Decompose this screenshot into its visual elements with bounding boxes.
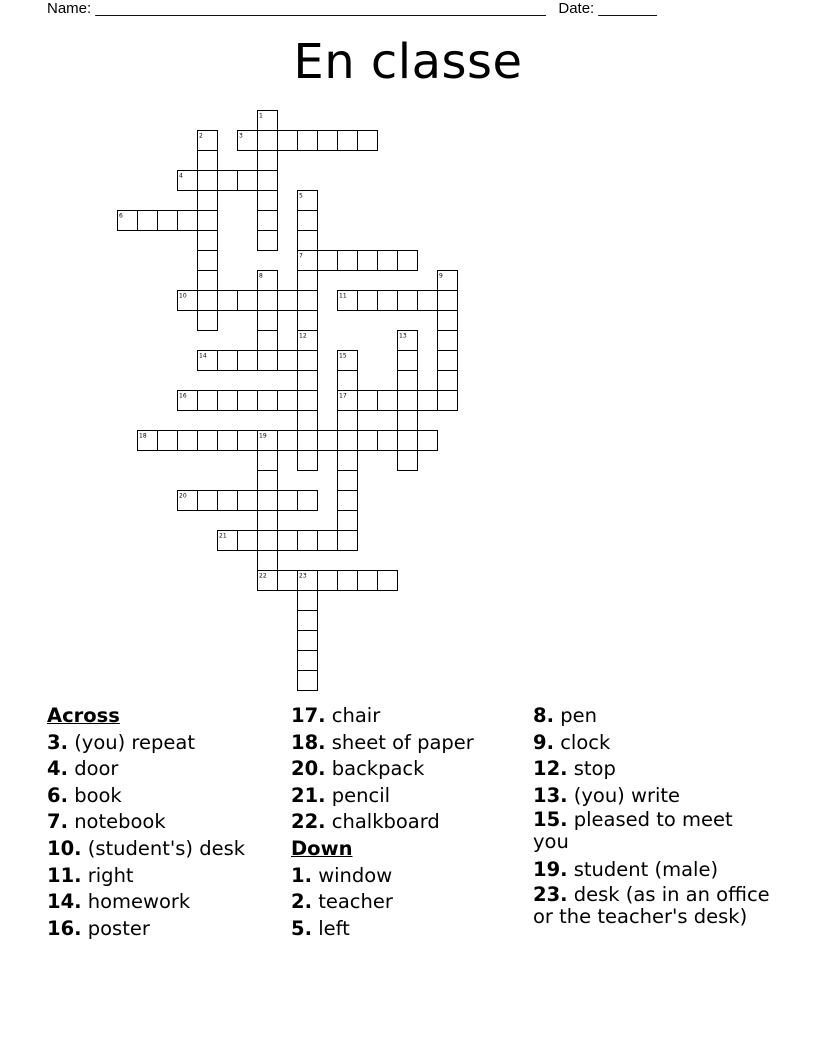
clue-number-8: 8 <box>259 272 263 280</box>
grid-cell[interactable] <box>298 671 318 691</box>
grid-cell[interactable] <box>218 351 238 371</box>
date-blank[interactable]: _______ <box>598 0 657 17</box>
grid-cell[interactable] <box>398 351 418 371</box>
grid-cell[interactable] <box>298 531 318 551</box>
grid-cell[interactable] <box>358 251 378 271</box>
grid-cell[interactable] <box>238 431 258 451</box>
grid-cell[interactable] <box>338 251 358 271</box>
grid-cell[interactable] <box>298 431 318 451</box>
clue-number-18: 18 <box>139 432 147 440</box>
grid-cell[interactable] <box>398 251 418 271</box>
grid-cell[interactable] <box>158 211 178 231</box>
clue-down-1: 1. window <box>291 863 393 887</box>
grid-cell[interactable] <box>258 531 278 551</box>
grid-cell[interactable] <box>138 211 158 231</box>
grid-cell[interactable] <box>198 271 218 291</box>
grid-cell[interactable] <box>278 571 298 591</box>
clue-across-3: 3. (you) repeat <box>47 730 195 754</box>
grid-cell[interactable] <box>258 551 278 571</box>
clue-number-7: 7 <box>299 252 303 260</box>
grid-cell[interactable] <box>258 451 278 471</box>
clue-number-22: 22 <box>259 572 267 580</box>
clue-column-2 <box>291 703 531 942</box>
clue-number-3: 3 <box>239 132 243 140</box>
grid-cell[interactable] <box>338 371 358 391</box>
clue-down-8: 8. pen <box>533 704 597 727</box>
grid-cell[interactable] <box>278 291 298 311</box>
grid-cell[interactable] <box>318 131 338 151</box>
grid-cell[interactable] <box>238 351 258 371</box>
grid-cell[interactable] <box>298 411 318 431</box>
clue-number-21: 21 <box>219 532 227 540</box>
grid-cell[interactable] <box>378 571 398 591</box>
clue-number-23: 23 <box>299 572 307 580</box>
grid-cell[interactable] <box>398 371 418 391</box>
clue-across-20: 20. backpack <box>291 757 425 781</box>
grid-cell[interactable] <box>338 131 358 151</box>
grid-cell[interactable] <box>358 431 378 451</box>
grid-cell[interactable] <box>438 371 458 391</box>
grid-cell[interactable] <box>298 351 318 371</box>
grid-cell[interactable] <box>278 531 298 551</box>
clue-across-16: 16. poster <box>47 916 150 940</box>
grid-cell[interactable] <box>218 391 238 411</box>
grid-cell[interactable] <box>398 431 418 451</box>
grid-cell[interactable] <box>198 311 218 331</box>
grid-cell[interactable] <box>438 351 458 371</box>
clue-down-5: 5. left <box>291 916 350 940</box>
grid-cell[interactable] <box>438 311 458 331</box>
clue-number-2: 2 <box>199 132 203 140</box>
grid-cell[interactable] <box>378 251 398 271</box>
clue-number-17: 17 <box>339 392 347 400</box>
grid-cell[interactable] <box>338 531 358 551</box>
clue-across-21: 21. pencil <box>291 783 391 807</box>
clue-down-13: 13. (you) write <box>533 783 681 807</box>
grid-cell[interactable] <box>298 231 318 251</box>
grid-cell[interactable] <box>198 391 218 411</box>
grid-cell[interactable] <box>258 331 278 351</box>
grid-cell[interactable] <box>298 591 318 611</box>
clue-down-23: 23. desk (as in an office or the teacher's desk) <box>533 882 770 928</box>
grid-cell[interactable] <box>238 171 258 191</box>
grid-cell[interactable] <box>198 211 218 231</box>
grid-cell[interactable] <box>318 251 338 271</box>
grid-cell[interactable] <box>298 651 318 671</box>
grid-cell[interactable] <box>418 391 438 411</box>
grid-cell[interactable] <box>338 471 358 491</box>
down-heading: Down <box>291 836 353 860</box>
clue-number-19: 19 <box>259 432 267 440</box>
grid-cell[interactable] <box>358 131 378 151</box>
grid-cell[interactable] <box>278 391 298 411</box>
clue-down-15: 15. pleased to meet you <box>533 808 733 854</box>
grid-cell[interactable] <box>298 131 318 151</box>
grid-cell[interactable] <box>298 371 318 391</box>
grid-cell[interactable] <box>198 191 218 211</box>
grid-cell[interactable] <box>258 211 278 231</box>
grid-cell[interactable] <box>198 291 218 311</box>
clue-across-22: 22. chalkboard <box>291 810 440 834</box>
grid-cell[interactable] <box>218 431 238 451</box>
grid-cell[interactable] <box>438 291 458 311</box>
grid-cell[interactable] <box>338 511 358 531</box>
grid-cell[interactable] <box>298 631 318 651</box>
name-label: Name: <box>47 0 92 17</box>
clue-across-18: 18. sheet of paper <box>291 730 474 754</box>
grid-cell[interactable] <box>218 291 238 311</box>
clue-across-14: 14. homework <box>47 890 191 914</box>
clue-number-11: 11 <box>339 292 347 300</box>
clue-number-10: 10 <box>179 292 187 300</box>
clue-number-1: 1 <box>259 112 263 120</box>
grid-cell[interactable] <box>198 251 218 271</box>
clue-number-14: 14 <box>199 352 207 360</box>
grid-cell[interactable] <box>398 391 418 411</box>
grid-cell[interactable] <box>258 491 278 511</box>
grid-cell[interactable] <box>258 151 278 171</box>
clue-number-16: 16 <box>179 392 187 400</box>
grid-cell[interactable] <box>338 571 358 591</box>
grid-cell[interactable] <box>238 391 258 411</box>
grid-cell[interactable] <box>358 391 378 411</box>
grid-cell[interactable] <box>338 431 358 451</box>
grid-cell[interactable] <box>238 531 258 551</box>
grid-cell[interactable] <box>258 391 278 411</box>
clue-down-19: 19. student (male) <box>533 858 719 882</box>
grid-cell[interactable] <box>218 171 238 191</box>
grid-cell[interactable] <box>158 431 178 451</box>
grid-cell[interactable] <box>258 311 278 331</box>
clue-number-15: 15 <box>339 352 347 360</box>
grid-cell[interactable] <box>418 291 438 311</box>
grid-cell[interactable] <box>198 151 218 171</box>
grid-cell[interactable] <box>298 451 318 471</box>
grid-cell[interactable] <box>338 491 358 511</box>
clue-column-3 <box>533 703 773 932</box>
grid-cell[interactable] <box>198 491 218 511</box>
clue-number-6: 6 <box>119 212 123 220</box>
clue-number-4: 4 <box>179 172 183 180</box>
grid-cell[interactable] <box>278 131 298 151</box>
page-title: En classe <box>293 34 523 90</box>
grid-cell[interactable] <box>318 431 338 451</box>
clue-across-7: 7. notebook <box>47 810 166 834</box>
grid-cell[interactable] <box>238 491 258 511</box>
grid-cell[interactable] <box>258 231 278 251</box>
grid-cell[interactable] <box>198 431 218 451</box>
clue-down-12: 12. stop <box>533 757 616 781</box>
clue-across-6: 6. book <box>47 783 122 807</box>
grid-cell[interactable] <box>178 431 198 451</box>
grid-cell[interactable] <box>258 131 278 151</box>
grid-cell[interactable] <box>258 291 278 311</box>
grid-cell[interactable] <box>298 611 318 631</box>
clue-across-17: 17. chair <box>291 704 381 727</box>
grid-cell[interactable] <box>198 231 218 251</box>
grid-cell[interactable] <box>238 291 258 311</box>
grid-cell[interactable] <box>258 471 278 491</box>
across-heading: Across <box>47 704 120 727</box>
grid-cell[interactable] <box>298 491 318 511</box>
clue-across-4: 4. door <box>47 757 119 781</box>
grid-cell[interactable] <box>298 311 318 331</box>
grid-cell[interactable] <box>378 391 398 411</box>
clue-number-12: 12 <box>299 332 307 340</box>
grid-cell[interactable] <box>318 531 338 551</box>
grid-cell[interactable] <box>398 411 418 431</box>
clue-down-9: 9. clock <box>533 730 611 754</box>
grid-cell[interactable] <box>258 511 278 531</box>
grid-cell[interactable] <box>258 171 278 191</box>
grid-cell[interactable] <box>278 351 298 371</box>
grid-cell[interactable] <box>338 411 358 431</box>
grid-cell[interactable] <box>438 331 458 351</box>
grid-cell[interactable] <box>298 271 318 291</box>
clue-number-13: 13 <box>399 332 407 340</box>
grid-cell[interactable] <box>298 291 318 311</box>
grid-cell[interactable] <box>378 291 398 311</box>
grid-cell[interactable] <box>258 191 278 211</box>
grid-cell[interactable] <box>398 291 418 311</box>
grid-cell[interactable] <box>198 171 218 191</box>
grid-cell[interactable] <box>438 391 458 411</box>
grid-cell[interactable] <box>338 451 358 471</box>
grid-cell[interactable] <box>218 491 238 511</box>
date-label: Date: <box>558 0 595 17</box>
grid-cell[interactable] <box>418 431 438 451</box>
clue-number-5: 5 <box>299 192 303 200</box>
name-blank[interactable]: ______________________________________________________ <box>95 0 546 17</box>
grid-cell[interactable] <box>358 571 378 591</box>
clue-column-1 <box>47 703 287 942</box>
grid-cell[interactable] <box>298 391 318 411</box>
grid-cell[interactable] <box>258 351 278 371</box>
grid-cell[interactable] <box>358 291 378 311</box>
grid-cell[interactable] <box>278 491 298 511</box>
clue-number-20: 20 <box>179 492 187 500</box>
clue-number-9: 9 <box>439 272 443 280</box>
clue-across-11: 11. right <box>47 863 134 887</box>
grid-cell[interactable] <box>178 211 198 231</box>
grid-cell[interactable] <box>318 571 338 591</box>
grid-cell[interactable] <box>298 211 318 231</box>
grid-cell[interactable] <box>378 431 398 451</box>
clue-across-10: 10. (student's) desk <box>47 836 246 860</box>
grid-cell[interactable] <box>398 451 418 471</box>
grid-cell[interactable] <box>278 431 298 451</box>
clue-down-2: 2. teacher <box>291 890 393 914</box>
